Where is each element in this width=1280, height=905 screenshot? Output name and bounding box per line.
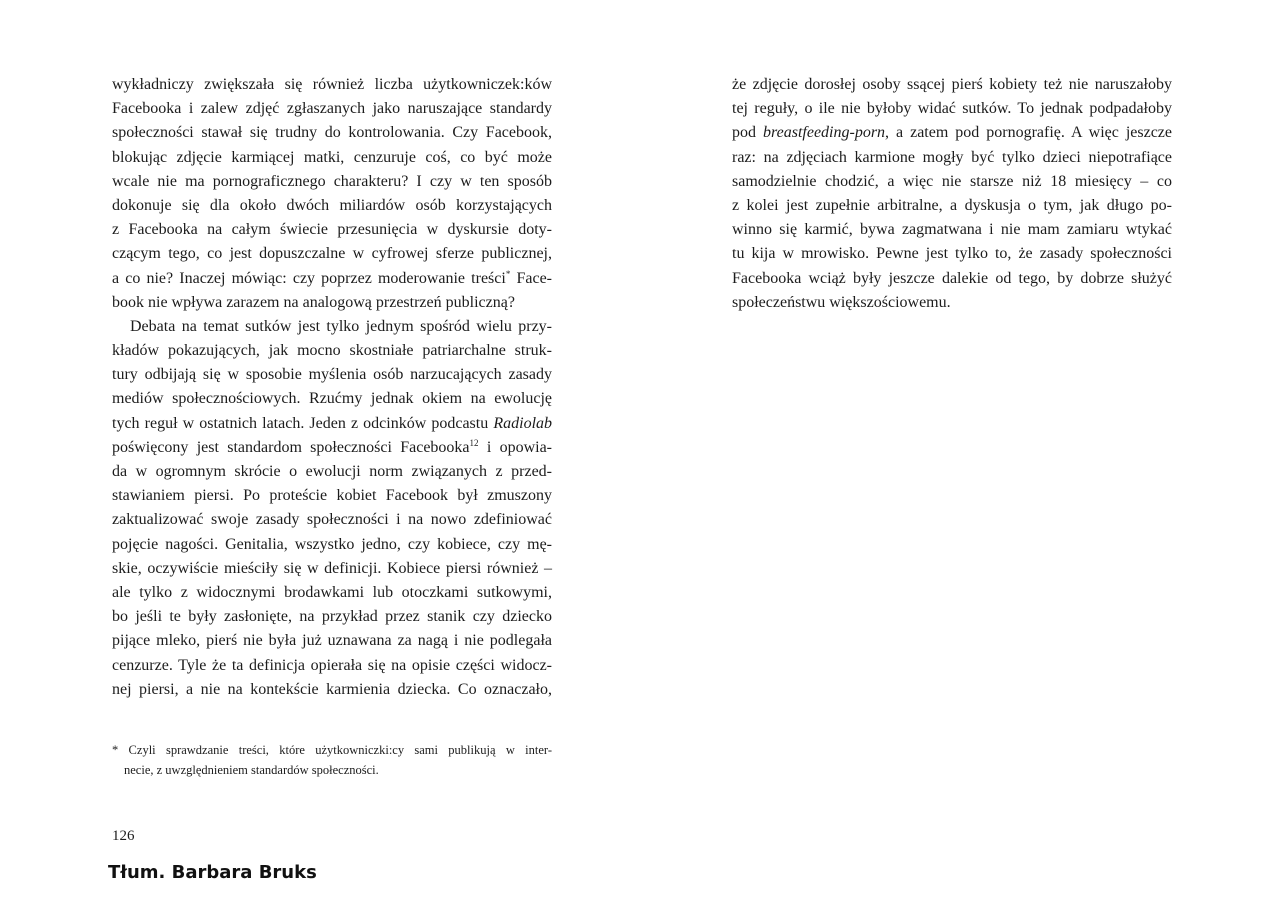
text-line: raz: na zdjęciach karmione mogły być tylko dzieci niepotrafiące [732,148,1172,166]
text-line: blokując zdjęcie karmiącej matki, cenzuruje coś, co być może [112,148,552,166]
text-line: samodzielnie chodzić, a więc nie starsze niż 18 miesięcy – co [732,172,1172,190]
endnote-marker: 12 [469,437,479,448]
text-line: stawianiem piersi. Po proteście kobiet Facebook był zmuszony [112,487,552,505]
page-number: 126 [112,828,135,844]
text-line: z kolei jest zupełnie arbitralne, a dyskusja o tym, jak długo po- [732,196,1172,214]
text-segment: tych reguł w ostatnich latach. Jeden z odcinków podcastu [112,414,489,432]
italic-term: breastfeeding-porn [762,124,886,142]
text-line: Facebooka wciąż były jeszcze dalekie od tego, by dobrze służyć [732,269,1172,287]
text-line [732,121,1172,145]
text-line: czącym tego, co jest dopuszczalne w cyfrowej sferze publicznej, [112,245,552,263]
text-line: z Facebooka na całym świecie przesunięcia w dyskursie doty- [112,221,552,239]
text-line: społeczeństwu większościowemu. [732,293,951,311]
text-line: cenzurze. Tyle że ta definicja opierała się na opisie części widocz- [112,656,552,674]
text-line: zaktualizować swoje zasady społeczności i na nowo zdefiniować [112,511,552,529]
text-line: tury odbijają się w sposobie myślenia osób narzucających zasady [112,366,552,384]
text-segment: i opowia- [478,438,552,456]
left-page-body [112,73,552,702]
text-line: book nie wpływa zarazem na analogową przestrzeń publiczną? [112,293,515,311]
footnote-line: necie, z uwzględnieniem standardów społeczności. [124,762,379,777]
text-line: skie, oczywiście mieściły się w definicji. Kobiece piersi również – [112,559,552,577]
text-line: winno się karmić, bywa zagmatwana i nie mam zamiaru wtykać [732,221,1172,239]
text-line: kładów pokazujących, jak mocno skostniałe patriarchalne struk- [112,342,552,360]
text-line [112,436,552,460]
text-line: pojęcie nagości. Genitalia, wszystko jedno, czy kobiece, czy mę- [112,535,552,553]
text-line: bo jeśli te były zasłonięte, na przykład przez stanik czy dziecko [112,608,552,626]
footnote-text: Czyli sprawdzanie treści, które użytkowniczki:cy sami publikują w inter- [118,743,552,757]
text-line: Facebooka i zalew zdjęć zgłaszanych jako naruszające standardy [112,100,552,118]
footnote-marker: * [505,268,511,279]
text-line: ale tylko z widocznymi brodawkami lub otoczkami sutkowymi, [112,583,552,601]
text-line: da w ogromnym skrócie o ewolucji norm związanych z przed- [112,463,552,480]
text-line: że zdjęcie dorosłej osoby ssącej pierś kobiety też nie naruszałoby [732,76,1172,93]
text-line: wykładniczy zwiększała się również liczba użytkowniczek:ków [112,76,552,93]
footnote-line [112,741,552,761]
text-line: społeczności stawał się trudny do kontrolowania. Czy Facebook, [112,124,552,142]
text-segment: , a zatem pod pornografię. A więc jeszcze [885,124,1172,142]
paragraph-start-line: Debata na temat sutków jest tylko jednym spośród wielu przy- [130,317,552,335]
text-segment: Face- [510,269,553,287]
text-line: mediów społecznościowych. Rzućmy jednak okiem na ewolucję [112,390,552,408]
text-line: tu kija w mrowisko. Pewne jest tylko to, że zasady społeczności [732,245,1172,263]
text-line: pijące mleko, pierś nie była już uznawana za nagą i nie podlegała [112,632,552,650]
text-segment: a co nie? Inaczej mówiąc: czy poprzez moderowanie treści [112,269,506,287]
text-line: wcale nie ma pornograficznego charakteru? I czy w ten sposób [112,172,552,190]
translator-credit: Tłum. Barbara Bruks [108,862,317,883]
text-line [112,412,552,436]
footnote-marker: * [112,743,119,757]
text-line: dokonuje się dla około dwóch miliardów osób korzystających [112,196,552,214]
text-line [112,267,552,291]
podcast-title: Radiolab [493,414,553,432]
text-segment: poświęcony jest standardom społeczności Facebooka [112,438,470,456]
footnote [112,741,552,780]
text-line: tej reguły, o ile nie byłoby widać sutków. To jednak podpadałoby [732,100,1172,118]
right-page-body [732,73,1172,315]
text-line: nej piersi, a nie na kontekście karmienia dziecka. Co oznaczało, [112,680,552,698]
text-segment: pod [732,124,756,142]
